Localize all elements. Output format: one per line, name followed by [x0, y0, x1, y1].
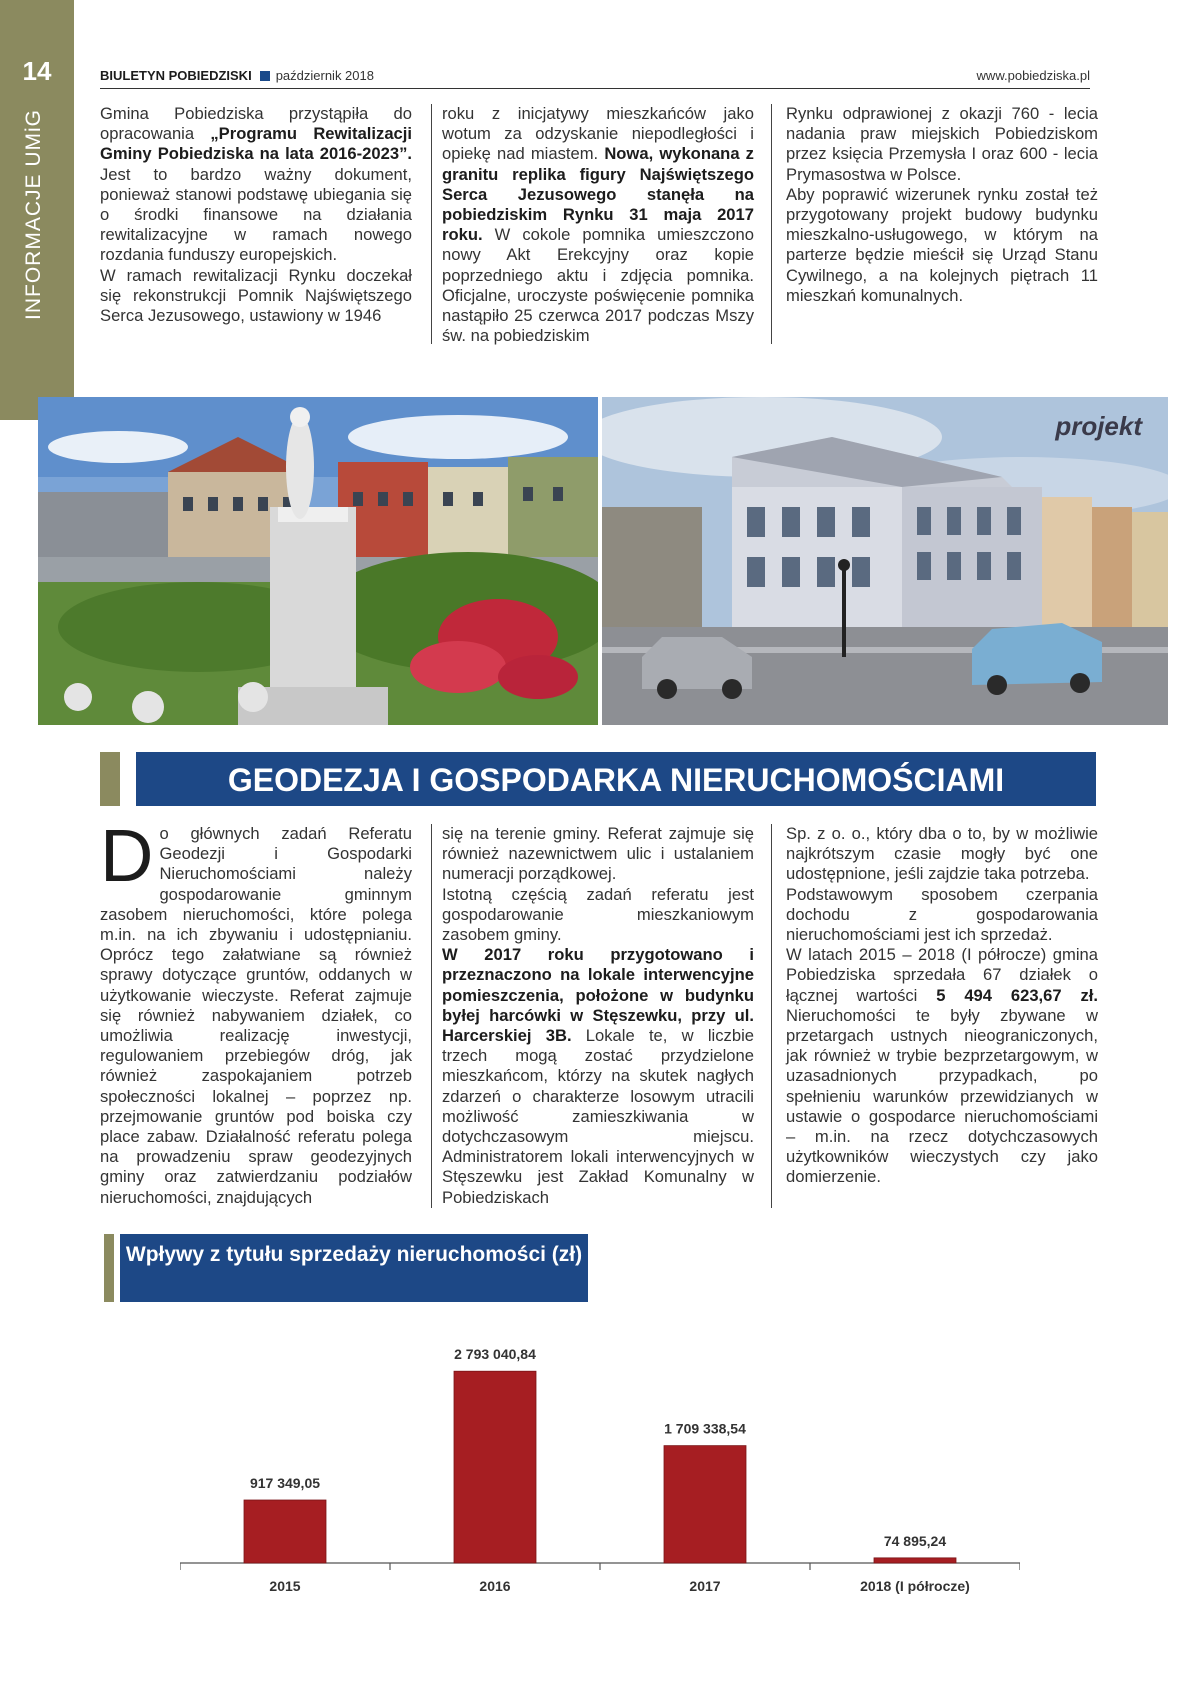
article1-paragraph: W ramach rewitalizacji Rynku doczekał się rekonstrukcji Pomnik Najświętszego Serca Jezusowego, ustawiony w 1946 — [100, 265, 412, 326]
article1-paragraph: Rynku odprawionej z okazji 760 - lecia nadania praw miejskich Pobiedziskom przez księcia Przemysła I oraz 600 - lecia Prymasostwa w Polsce. — [786, 104, 1098, 184]
article2-paragraph: Podstawowym sposobem czerpania dochodu z gospodarowania nieruchomościami jest ich sprzedaż. — [786, 884, 1098, 945]
bar-2016 — [454, 1371, 536, 1563]
text-span: Gmina Pobiedziska przystąpiła do opracowania — [100, 104, 412, 144]
chart-accent-bar — [104, 1234, 114, 1302]
data-label: 74 895,24 — [883, 1532, 947, 1549]
monument-photo — [38, 397, 598, 725]
highlight-text: Nowa, wykonana z granitu replika figury Najświętszego Serca Jezusowego stanęła na pobiedziskim Rynku 31 maja 2017 roku. — [442, 144, 754, 245]
article2-column-3 — [786, 824, 1098, 1188]
publication-name: BIULETYN POBIEDZISKI — [100, 68, 252, 83]
highlight-text: W 2017 roku przygotowano i przeznaczono na lokale interwencyjne pomieszczenia, położone w budynku byłej harcówki w Stęszewku, przy ul. Harcerskiej 3B. — [442, 945, 754, 1046]
drop-cap: D — [100, 814, 154, 897]
x-tick-label: 2018 (I półrocze) — [860, 1578, 970, 1594]
page-number: 14 — [22, 56, 52, 86]
website-link[interactable]: www.pobiedziska.pl — [976, 68, 1090, 83]
article1-paragraph: Aby poprawić wizerunek rynku został też przygotowany projekt budowy budynku mieszkalno-usługowego, w którym na parterze będzie mieścił się Urząd Stanu Cywilnego, a na kolejnych piętrach 11 mieszkań komunalnych. — [786, 184, 1098, 305]
article1-paragraph — [100, 104, 412, 266]
article1-column-2 — [442, 104, 754, 346]
chart-title: Wpływy z tytułu sprzedaży nieruchomości (zł) — [120, 1234, 588, 1302]
article2-column-2 — [442, 824, 754, 1208]
x-tick-label: 2017 — [689, 1578, 721, 1594]
article1-paragraph — [442, 104, 754, 346]
article2-paragraph: Istotną częścią zadań referatu jest gospodarowanie mieszkaniowym zasobem gminy. — [442, 884, 754, 945]
text-span: o głównych zadań Referatu Geodezji i Gospodarki Nieruchomościami należy gospodarowanie gminnym zasobem nieruchomości, które polega m.in. na ich zbywaniu i udostępnianiu. Oprócz tego załatwiane są również sprawy dotyczące gruntów, oddanych w użytkowanie wieczyste. Referat zajmuje się również nabywaniem działek, co umożliwia realizację inwestycji, regulowaniem przebiegów dróg, jak również zaspokajaniem potrzeb społeczności lokalnej – poprzez np. przejmowanie gruntów pod boiska czy place zabaw. Działalność referatu polega na prowadzeniu spraw geodezyjnych gminy oraz zatwierdzaniu podziałów nieruchomości, znajdujących — [100, 824, 412, 1207]
data-label: 917 349,05 — [249, 1475, 321, 1492]
program-title: „Programu Rewitalizacji Gminy Pobiedziska na lata 2016-2023”. — [100, 124, 412, 164]
x-tick-label: 2015 — [269, 1578, 301, 1594]
text-span: Jest to bardzo ważny dokument, ponieważ stanowi podstawę ubiegania się o środki finansowe na działania rewitalizacyjne w ramach nowego rozdania funduszy europejskich. — [100, 164, 412, 265]
text-span: roku z inicjatywy mieszkańców jako wotum za odzyskanie niepodległości i opiekę nad miastem. — [442, 104, 754, 164]
section-side-label: INFORMACJE UMiG — [22, 109, 45, 320]
project-label: projekt — [1055, 411, 1142, 441]
section-title: GEODEZJA I GOSPODARKA NIERUCHOMOŚCIAMI — [136, 752, 1096, 806]
building-project-visualization — [602, 397, 1168, 725]
article2-paragraph: się na terenie gminy. Referat zajmuje się również nazewnictwem ulic i ustalaniem numeracji porządkowej. — [442, 824, 754, 884]
article1-column-1 — [100, 104, 412, 326]
square-icon — [260, 71, 270, 81]
page-header — [100, 68, 1090, 89]
article2-column-1 — [100, 814, 412, 1208]
bar-2018 (I półrocze) — [874, 1558, 956, 1563]
column-divider — [771, 104, 772, 344]
data-label: 2 793 040,84 — [454, 1346, 536, 1363]
column-divider — [431, 104, 432, 344]
article2-paragraph — [786, 945, 1098, 1187]
column-divider — [771, 824, 772, 1208]
section-accent-bar — [100, 752, 120, 806]
text-span: Lokale te, w liczbie trzech mogą zostać przydzielone mieszkańcom, którzy na skutek nagłych zdarzeń o charakterze losowym utracili możliwość zamieszkiwania w dotychczasowym miejscu. Administratorem lokali interwencyjnych w Stęszewku jest Zakład Komunalny w Pobiedziskach — [442, 1026, 754, 1207]
x-tick-label: 2016 — [479, 1578, 511, 1594]
issue-date: październik 2018 — [275, 68, 374, 83]
bar-2015 — [244, 1500, 326, 1563]
article2-paragraph: Sp. z o. o., który dba o to, by w możliwie najkrótszym czasie mogły być one udostępnione, jeśli zajdzie taka potrzeba. — [786, 824, 1098, 884]
bar-2017 — [664, 1446, 746, 1563]
sales-revenue-bar-chart — [180, 1320, 1020, 1610]
article2-paragraph — [442, 945, 754, 1208]
article1-column-3 — [786, 104, 1098, 306]
article2-paragraph — [100, 814, 412, 1208]
total-value: 5 494 623,67 zł. — [936, 985, 1098, 1005]
text-span: W cokole pomnika umieszczono nowy Akt Erekcyjny oraz kopie poprzedniego aktu i zdjęcia pomnika. Oficjalne, uroczyste poświęcenie pomnika nastąpiło 25 czerwca 2017 podczas Mszy św. na pobiedziskim — [442, 225, 754, 346]
text-span: W latach 2015 – 2018 (I półrocze) gmina Pobiedziska sprzedała 67 działek o łącznej wartości — [786, 945, 1098, 1005]
text-span: Nieruchomości te były zbywane w przetargach ustnych nieograniczonych, jak również w trybie bezprzetargowym, w uzasadnionych przypadkach, po spełnieniu warunków przewidzianych w ustawie o gospodarce nieruchomościami – m.in. na rzecz dotychczasowych użytkowników wieczystych czy jako domierzenie. — [786, 1005, 1098, 1187]
column-divider — [431, 824, 432, 1208]
data-label: 1 709 338,54 — [664, 1420, 746, 1437]
